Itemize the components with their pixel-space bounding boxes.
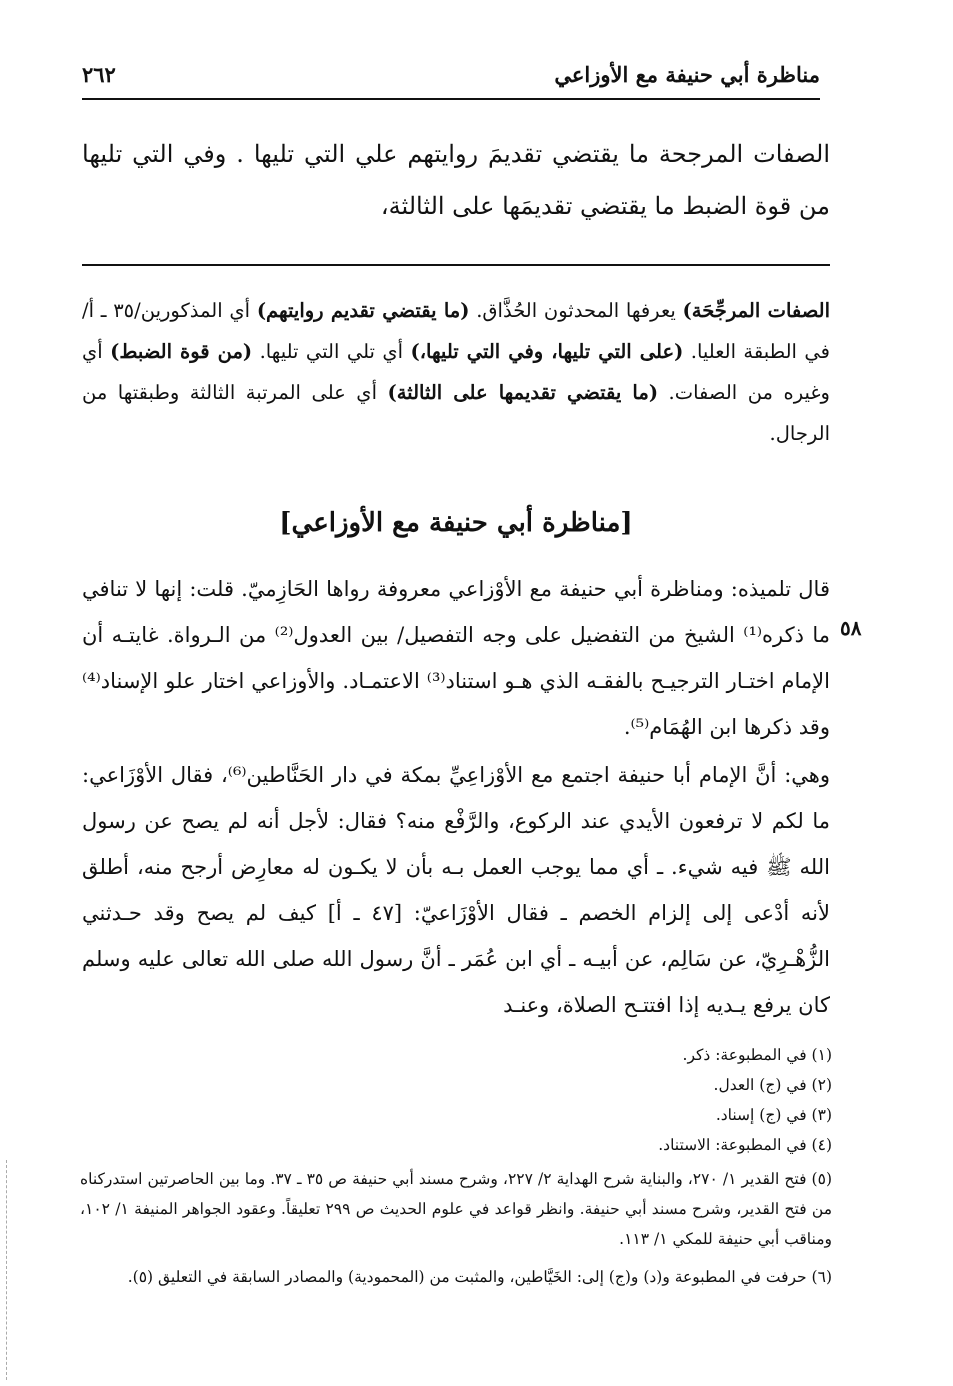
footnote: (٣) في (ج) إسناد. [715,1106,832,1124]
paragraph-1: قال تلميذه: ومناظرة أبي حنيفة مع الأوْزاعي معروفة رواها الحَازِميّ. قلت: إنها لا تنافي ما ذكره⁽¹⁾ الشيخ من التفضيل على وجه التفصيل/ بين العدول⁽²⁾ من الـرواة. غايتـه أن الإمام اختـار الترجيـح بالفقـه الذي هـو استناد⁽³⁾ الاعتمـاد. والأوزاعي اختار علو الإسناد⁽⁴⁾ وقد ذكرها ابن الهُمَام⁽⁵⁾. [82,577,831,739]
running-title: مناظرة أبي حنيفة مع الأوزاعي [554,62,820,87]
footnote: (١) في المطبوعة: ذكر. [682,1046,832,1064]
margin-folio-number: ٥٨ [840,616,862,640]
commentary-lemma: (من قوة الضبط) [110,340,253,363]
commentary-lemma: (ما يقتضي تقديمها على الثالثة) [387,381,659,404]
footnote: (٦) حرفت في المطبوعة و(د) و(ج) إلى: الخَيَّاطين، والمثبت من (المحمودية) والمصادر السابقة في التعليق (٥). [127,1268,832,1286]
commentary-separator [82,264,830,266]
section-heading: [مناظرة أبي حنيفة مع الأوزاعي] [279,508,633,538]
matn-text: الصفات المرجحة ما يقتضي تقديمَ روايتهم علي التي تليها . وفي التي تليها من قوة الضبط ما يقتضي تقديمَها على الثالثة، [82,140,830,220]
commentary-gloss: أي تلي التي تليها. [252,340,411,363]
footnote: (٤) في المطبوعة: الاستناد. [658,1136,832,1154]
header-rule [82,98,820,100]
commentary-gloss: يعرفها المحدثون الحُذَّاق. [469,299,683,322]
commentary-gloss: أي المذكورين/٣٥ ـ أ/في الطبقة العليا. [82,299,830,363]
commentary-gloss: أي على المرتبة الثالثة وطبقتها من الرجال. [82,381,830,445]
running-header [82,58,820,96]
paragraph-2: وهي: أنَّ الإمام أبا حنيفة اجتمع مع الأوْزاعِيِّ بمكة في دار الحَنَّاطين⁽⁶⁾، فقال الأوْزَاعي: ما لكم لا ترفعون الأيدي عند الركوع، والرَّفْع منه؟ فقال: لأجل أنه لم يصح عن رسول الله ﷺ فيه شيء. ـ أي مما يوجب العمل بـه بأن لا يكـون له معارِض أرجح منه، أطلق لأنه أدْعى إلى إلزام الخصم ـ فقال الأوْزَاعيّ: [٤٧ ـ أ] كيف لم يصح وقد حـدثني الزُّهْـرِيّ، عن سَالِم، عن أبيـه ـ أي ابن عُمَر ـ أنَّ رسول الله صلى الله تعالى عليه وسلم كان يرفع يـديه إذا افتتـح الصلاة، وعنـد [82,763,831,1017]
commentary-lemma: (ما يقتضي تقديم روايتهم) [256,299,470,322]
commentary-lemma: (على التي تليها، وفي التي تليها،) [410,340,684,363]
page-number: ٢٦٢ [82,62,116,87]
footnote: (٢) في (ج) العدل. [713,1076,832,1094]
commentary-text [82,290,830,454]
commentary-lemma: الصفات المرجِّحَة) [682,299,831,322]
footnote: (٥) فتح القدير ١/ ٢٧٠، والبناية شرح الهداية ٢/ ٢٢٧، وشرح مسند أبي حنيفة ص ٣٥ ـ ٣٧. وما بين الحاصرتين استدركناه من فتح القدير، وشرح مسند أبي حنيفة. وانظر قواعد في علوم الحديث ص ٢٩٩ تعليقاً. وعقود الجواهر المنيفة ١/ ١٠٢، ومناقب أبي حنيفة للمكي ١/ ١١٣. [80,1170,832,1248]
commentary-gloss: أي وغيره من الصفات. [82,340,830,404]
scan-edge-mark [6,1160,9,1380]
